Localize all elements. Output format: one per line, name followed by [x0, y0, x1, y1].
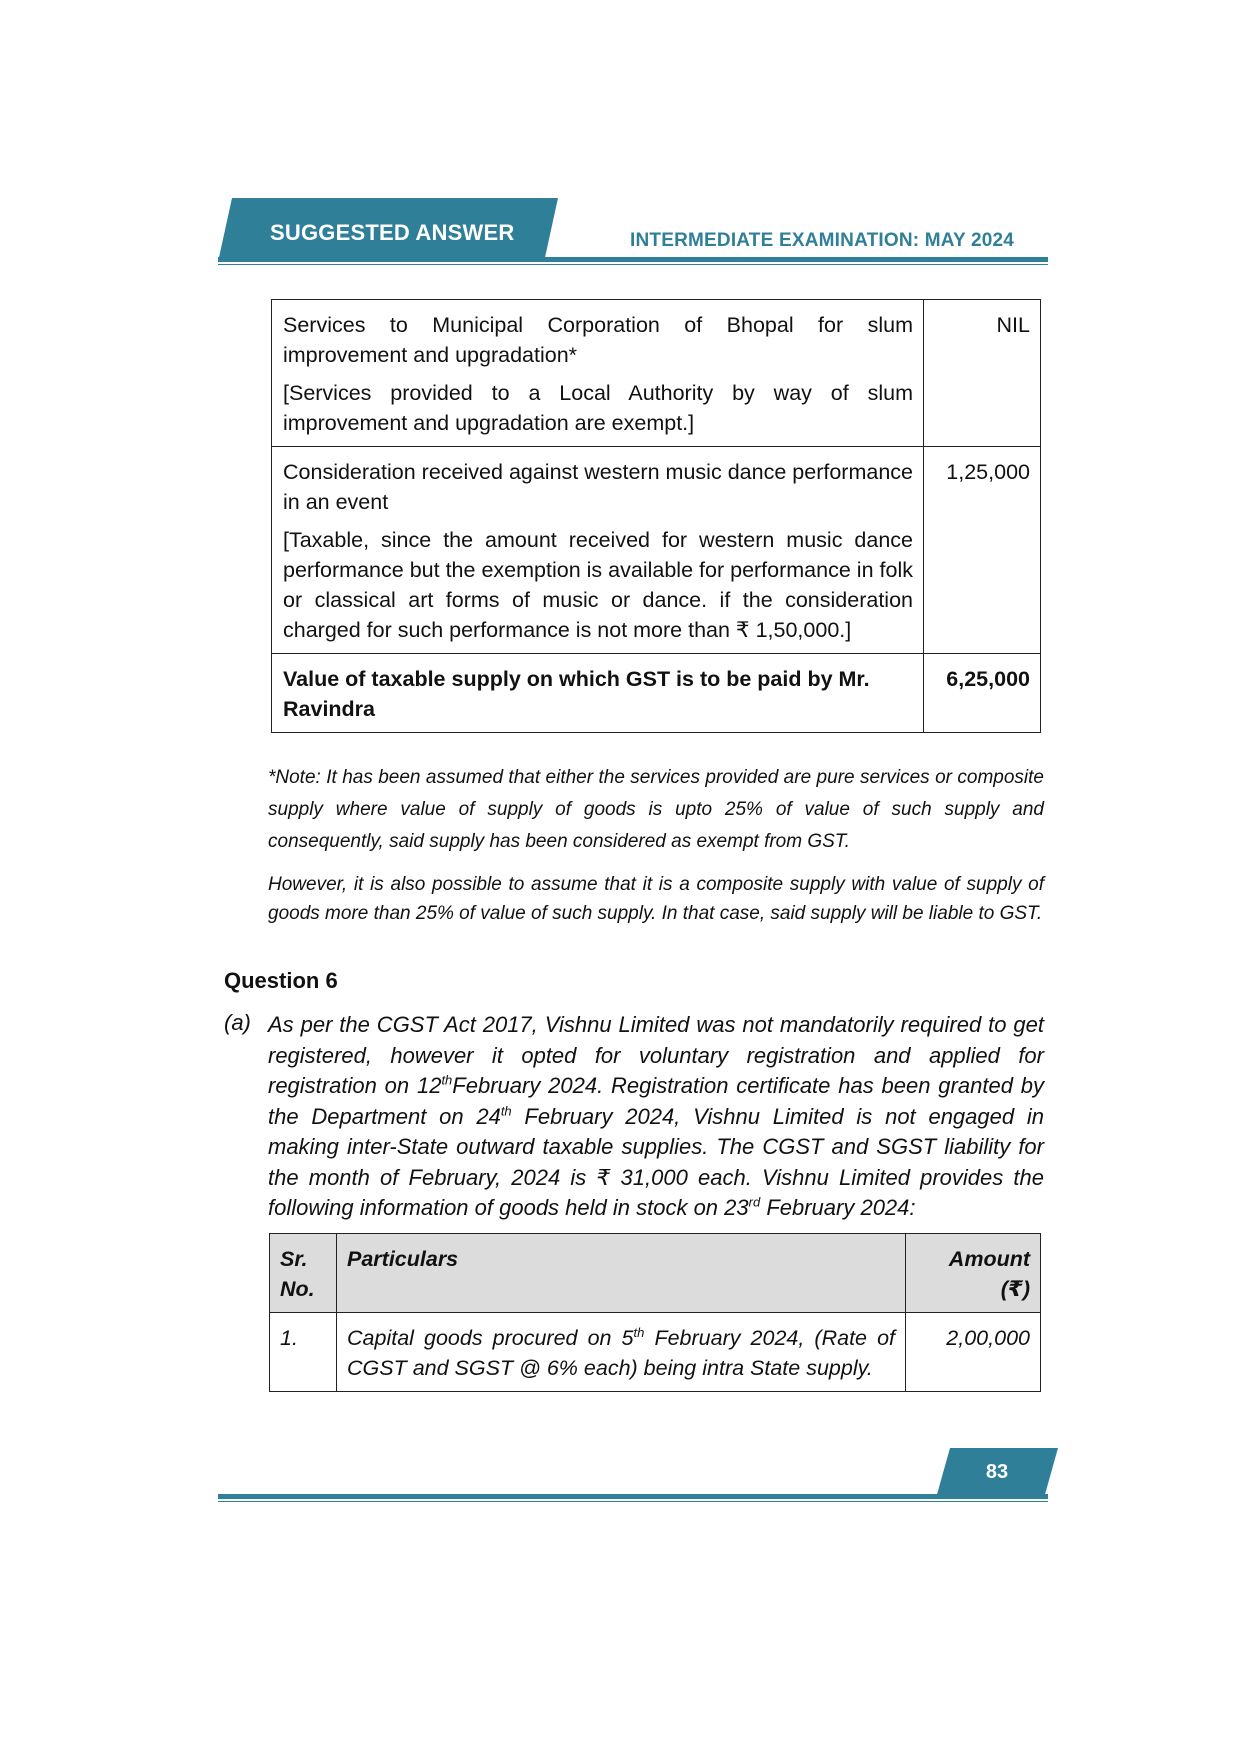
taxable-supply-table [271, 299, 1041, 733]
sr-cell: 1. [270, 1313, 337, 1392]
question-part-label: (a) [224, 1010, 251, 1035]
table-row [270, 1313, 1041, 1392]
particulars-text: February 2024, (Rate of CGST and SGST @ 6% each) being intra State supply. [347, 1326, 895, 1380]
item-cell [272, 447, 924, 654]
page-number: 83 [985, 1461, 1009, 1483]
question-text-part: As per the CGST Act 2017, Vishnu Limited was not mandatorily required to get registered, however it opted for voluntary registration and applied for registration on 12 [268, 1012, 1044, 1098]
table-header-row [270, 1234, 1041, 1313]
amount-cell: 2,00,000 [906, 1313, 1041, 1392]
footer-rule-thin [218, 1501, 1048, 1502]
amount-cell: 1,25,000 [924, 447, 1041, 654]
total-row [272, 654, 1041, 733]
question-text-part: February 2024. Registration certificate has been granted by the Department on 24 [268, 1073, 1044, 1129]
superscript: th [500, 1103, 512, 1119]
question-text-part: February 2024: [760, 1195, 916, 1220]
total-label: Value of taxable supply on which GST is to be paid by Mr. Ravindra [272, 654, 924, 733]
header-particulars: Particulars [337, 1234, 906, 1313]
header-sr-no: Sr. No. [270, 1234, 337, 1313]
exam-title: INTERMEDIATE EXAMINATION: MAY 2024 [630, 230, 1015, 251]
amount-cell: NIL [924, 300, 1041, 447]
item-text: Services to Municipal Corporation of Bhopal for slum improvement and upgradation* [283, 313, 913, 367]
header-rule-thin [218, 264, 1048, 265]
header-tab-label: SUGGESTED ANSWER [270, 220, 515, 245]
header-amount: Amount (₹) [906, 1234, 1041, 1313]
table-row [272, 300, 1041, 447]
header-rule [218, 257, 1048, 262]
note-assumption: *Note: It has been assumed that either the services provided are pure services or composite supply where value of supply of goods is upto 25% of value of such supply and consequently, said supply has been considered as exempt from GST. [268, 767, 1044, 852]
total-amount: 6,25,000 [924, 654, 1041, 733]
particulars-text: Capital goods procured on 5 [347, 1326, 634, 1350]
superscript: rd [748, 1194, 761, 1210]
superscript: th [441, 1072, 453, 1088]
item-explanation: [Services provided to a Local Authority by way of slum improvement and upgradation are exempt.] [283, 381, 913, 435]
item-explanation: [Taxable, since the amount received for western music dance performance but the exemption is available for performance in folk or classical art forms of music or dance. if the consideration charged for such performance is not more than ₹ 1,50,000.] [283, 528, 913, 642]
item-cell [272, 300, 924, 447]
superscript: th [633, 1324, 645, 1340]
item-text: Consideration received against western music dance performance in an event [283, 460, 913, 514]
stock-table [269, 1233, 1041, 1392]
particulars-cell [337, 1313, 906, 1392]
footer-rule [218, 1494, 1048, 1499]
question-title: Question 6 [224, 968, 338, 993]
question-text [268, 1010, 1044, 1224]
question-text-part: February 2024, Vishnu Limited is not engaged in making inter-State outward taxable supplies. The CGST and SGST liability for the month of February, 2024 is ₹ 31,000 each. Vishnu Limited provides the following information of goods held in stock on 23 [268, 1103, 1045, 1220]
note-alternative: However, it is also possible to assume that it is a composite supply with value of supply of goods more than 25% of value of such supply. In that case, said supply will be liable to GST. [268, 874, 1044, 924]
table-row [272, 447, 1041, 654]
